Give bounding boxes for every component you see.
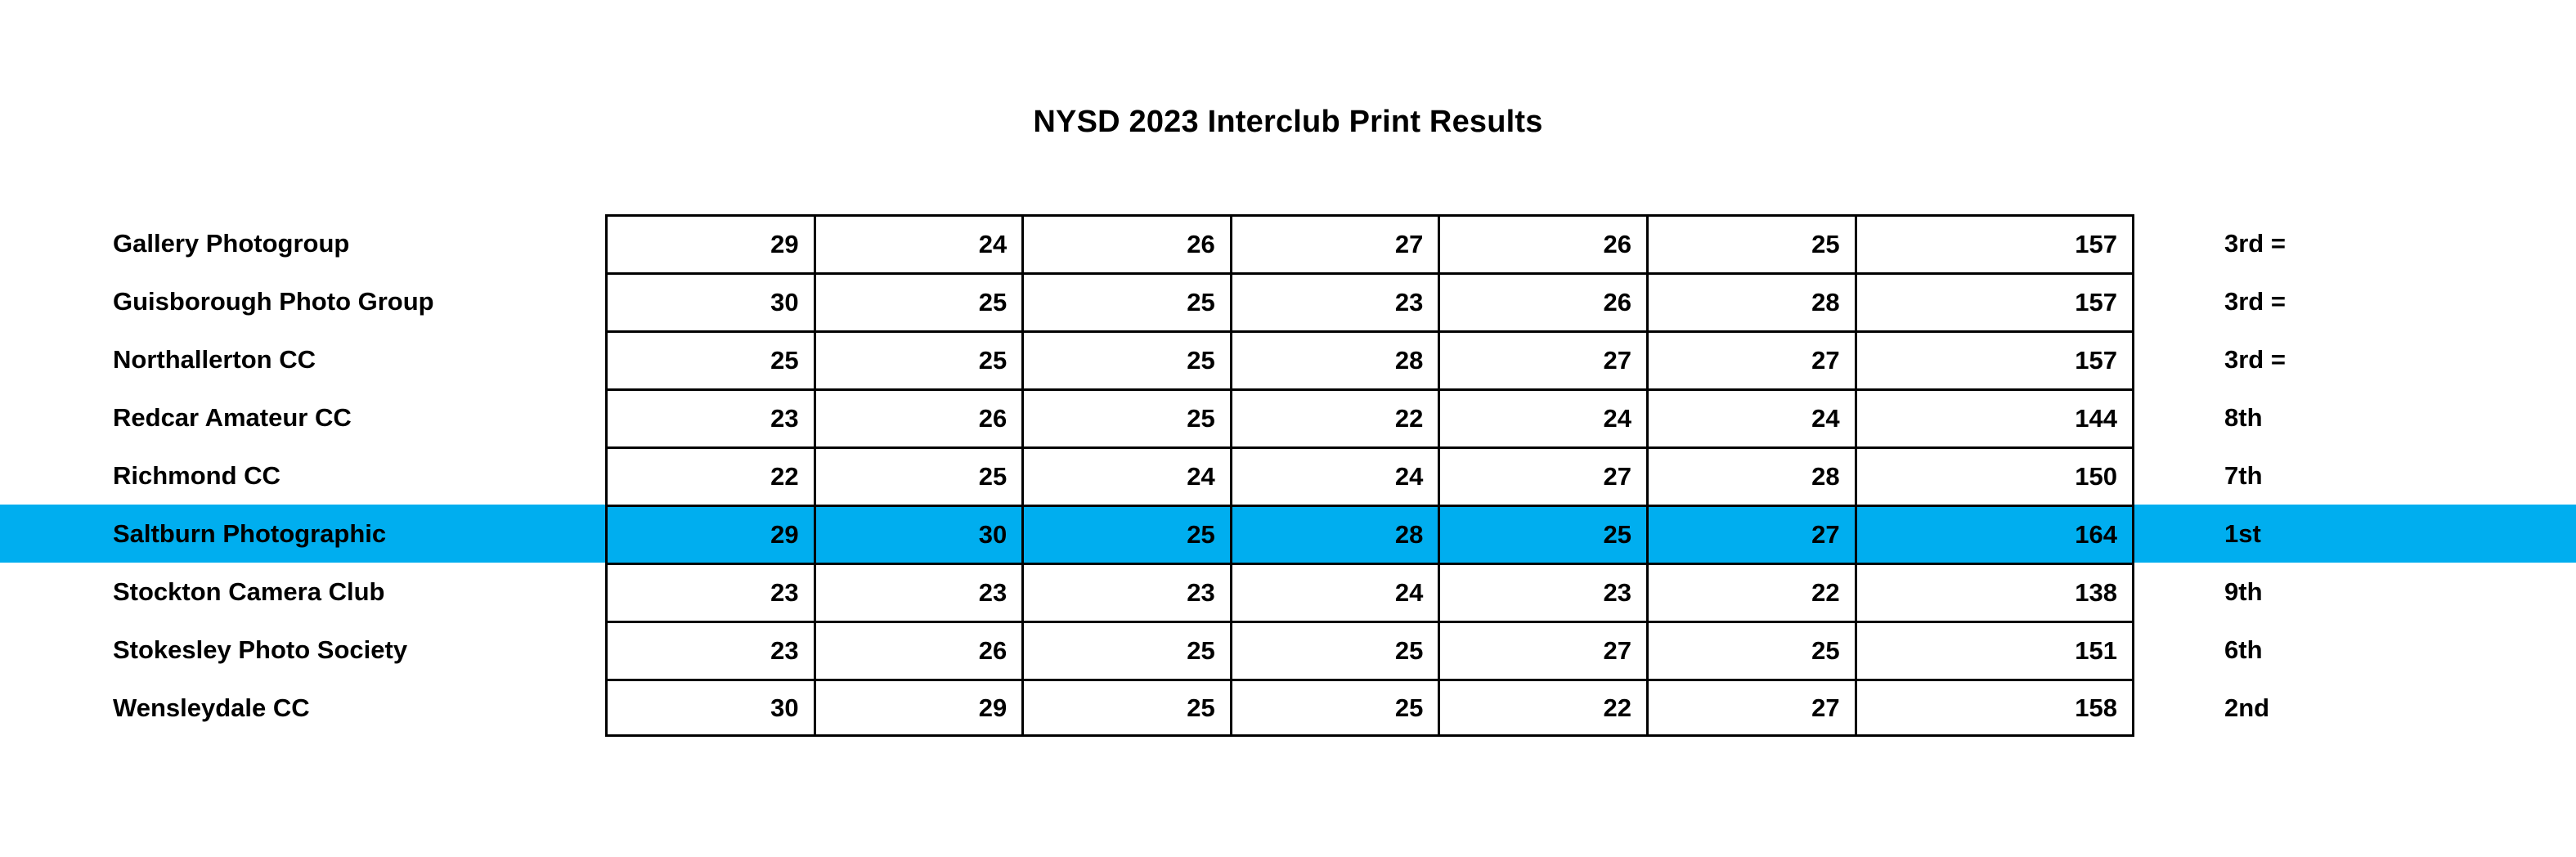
score-cell: 29 (816, 681, 1025, 734)
score-cell: 25 (1024, 507, 1232, 563)
total-cell: 157 (1857, 275, 2134, 330)
score-cell: 23 (608, 565, 816, 621)
score-cell: 25 (1024, 391, 1232, 446)
score-cell: 27 (1649, 333, 1857, 388)
place-label: 9th (2224, 577, 2263, 606)
table-row (0, 679, 2576, 737)
score-cell: 23 (1440, 565, 1649, 621)
score-cell: 25 (1024, 333, 1232, 388)
score-cell: 25 (816, 275, 1025, 330)
score-cells (605, 330, 2134, 388)
score-cell: 26 (816, 623, 1025, 679)
score-cell: 25 (1024, 623, 1232, 679)
score-cell: 24 (1232, 565, 1441, 621)
club-name: Saltburn Photographic (113, 518, 387, 548)
place-label: 3rd = (2224, 286, 2286, 316)
total-cell: 157 (1857, 333, 2134, 388)
score-cell: 25 (1024, 681, 1232, 734)
score-cells (605, 679, 2134, 737)
score-cell: 30 (816, 507, 1025, 563)
score-cell: 26 (1440, 275, 1649, 330)
score-cell: 25 (608, 333, 816, 388)
score-cell: 25 (1232, 681, 1441, 734)
score-cells (605, 621, 2134, 679)
table-row (0, 214, 2576, 272)
score-cell: 25 (1649, 217, 1857, 272)
total-cell: 150 (1857, 449, 2134, 505)
place-label: 3rd = (2224, 344, 2286, 374)
club-name: Stockton Camera Club (113, 577, 385, 606)
score-cell: 25 (816, 449, 1025, 505)
total-cell: 138 (1857, 565, 2134, 621)
page-title: NYSD 2023 Interclub Print Results (1033, 105, 1543, 139)
total-cell: 164 (1857, 507, 2134, 563)
score-cells (605, 214, 2134, 272)
score-cell: 30 (608, 681, 816, 734)
table-row (0, 563, 2576, 621)
table-row (0, 388, 2576, 446)
score-cell: 22 (1649, 565, 1857, 621)
score-cell: 26 (1024, 217, 1232, 272)
score-cell: 28 (1649, 449, 1857, 505)
table-row (0, 330, 2576, 388)
total-cell: 158 (1857, 681, 2134, 734)
table-row (0, 621, 2576, 679)
place-label: 6th (2224, 635, 2263, 664)
score-cell: 22 (1232, 391, 1441, 446)
score-cell: 27 (1649, 681, 1857, 734)
place-label: 7th (2224, 460, 2263, 490)
score-cell: 23 (608, 391, 816, 446)
score-cells (605, 272, 2134, 330)
club-name: Stokesley Photo Society (113, 635, 408, 664)
total-cell: 151 (1857, 623, 2134, 679)
total-cell: 157 (1857, 217, 2134, 272)
score-cell: 25 (1232, 623, 1441, 679)
total-cell: 144 (1857, 391, 2134, 446)
score-cell: 24 (1024, 449, 1232, 505)
club-name: Northallerton CC (113, 344, 316, 374)
score-cell: 23 (816, 565, 1025, 621)
score-cell: 28 (1232, 507, 1441, 563)
score-cell: 25 (816, 333, 1025, 388)
club-name: Gallery Photogroup (113, 228, 350, 258)
table-row (0, 272, 2576, 330)
score-cell: 30 (608, 275, 816, 330)
score-cell: 25 (1024, 275, 1232, 330)
score-cells (605, 563, 2134, 621)
place-label: 2nd (2224, 693, 2270, 722)
score-cells (605, 505, 2134, 563)
score-cell: 29 (608, 507, 816, 563)
score-cell: 26 (1440, 217, 1649, 272)
table-row (0, 446, 2576, 505)
score-cell: 27 (1649, 507, 1857, 563)
club-name: Wensleydale CC (113, 693, 310, 722)
score-cell: 24 (816, 217, 1025, 272)
score-cell: 25 (1649, 623, 1857, 679)
score-cell: 28 (1649, 275, 1857, 330)
place-label: 3rd = (2224, 228, 2286, 258)
place-label: 8th (2224, 402, 2263, 432)
score-cell: 27 (1440, 623, 1649, 679)
club-name: Redcar Amateur CC (113, 402, 352, 432)
score-cell: 27 (1440, 333, 1649, 388)
results-table (0, 214, 2576, 737)
score-cells (605, 388, 2134, 446)
score-cells (605, 446, 2134, 505)
score-cell: 28 (1232, 333, 1441, 388)
club-name: Guisborough Photo Group (113, 286, 434, 316)
score-cell: 24 (1232, 449, 1441, 505)
score-cell: 27 (1440, 449, 1649, 505)
score-cell: 24 (1440, 391, 1649, 446)
score-cell: 22 (608, 449, 816, 505)
place-label: 1st (2224, 518, 2261, 548)
score-cell: 29 (608, 217, 816, 272)
score-cell: 23 (1232, 275, 1441, 330)
score-cell: 23 (1024, 565, 1232, 621)
score-cell: 24 (1649, 391, 1857, 446)
club-name: Richmond CC (113, 460, 280, 490)
score-cell: 27 (1232, 217, 1441, 272)
table-row (0, 505, 2576, 563)
score-cell: 22 (1440, 681, 1649, 734)
score-cell: 26 (816, 391, 1025, 446)
score-cell: 23 (608, 623, 816, 679)
score-cell: 25 (1440, 507, 1649, 563)
